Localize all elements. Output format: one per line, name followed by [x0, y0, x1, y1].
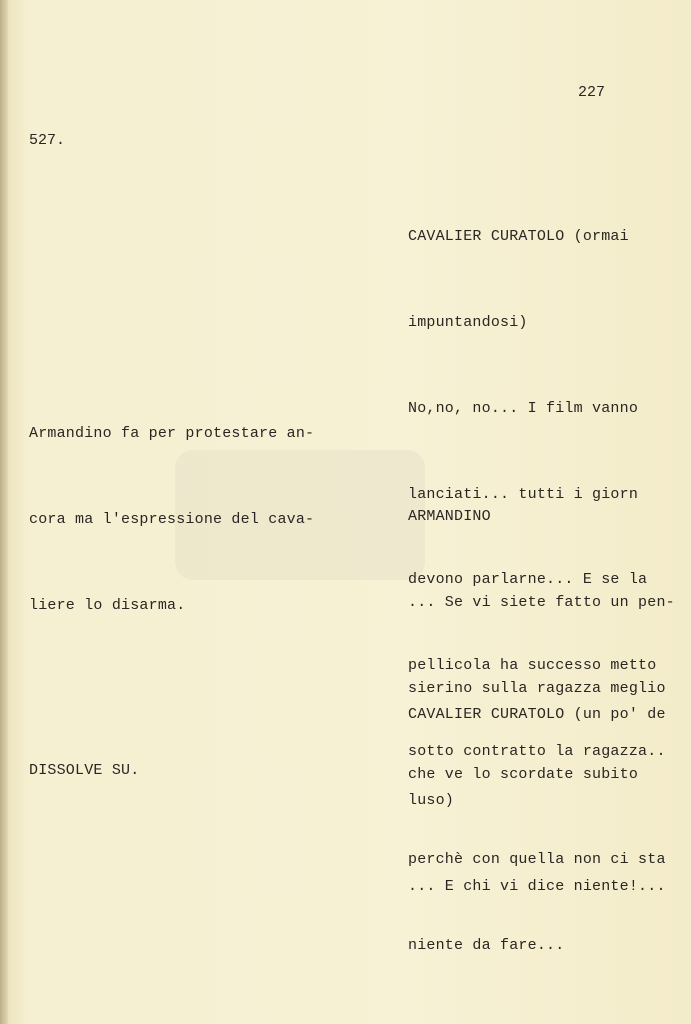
dialogue-line: No,no, no... I film vanno [408, 399, 639, 417]
dialogue-line: ... Se vi siete fatto un pen- [408, 593, 675, 611]
character-cue: CAVALIER CURATOLO (ormai [408, 228, 629, 246]
transition-text: DISSOLVE SU. [29, 762, 140, 779]
dialogue-line: sotto contratto la ragazza.. [408, 742, 666, 760]
dialogue-line: niente da fare... [408, 937, 565, 955]
character-cue: impuntandosi) [408, 313, 528, 331]
dialogue-line: pellicola ha successo metto [408, 657, 657, 675]
character-cue: luso) [408, 791, 455, 809]
action-line: cora ma l'espressione del cava- [29, 510, 315, 528]
dialogue-line: sierino sulla ragazza meglio [408, 679, 666, 697]
dialogue-line: perchè con quella non ci sta [408, 851, 666, 869]
page-number: 227 [578, 84, 606, 101]
dialogue-line: che ve lo scordate subito [408, 765, 639, 783]
dialogue-block-cavaliere-2 [408, 644, 666, 959]
dialogue-line: devono parlarne... E se la [408, 571, 648, 589]
character-cue: CAVALIER CURATOLO (un po' de [408, 706, 666, 724]
dialogue-line: lanciati... tutti i giorn [408, 485, 639, 503]
action-line: Armandino fa per protestare an- [29, 425, 315, 443]
paper-edge [0, 0, 8, 1024]
action-text [29, 363, 314, 678]
dialogue-line: ... E chi vi dice niente!... [408, 877, 666, 895]
action-line: liere lo disarma. [29, 596, 186, 614]
character-cue: ARMANDINO [408, 508, 491, 526]
scene-number: 527. [29, 132, 66, 149]
